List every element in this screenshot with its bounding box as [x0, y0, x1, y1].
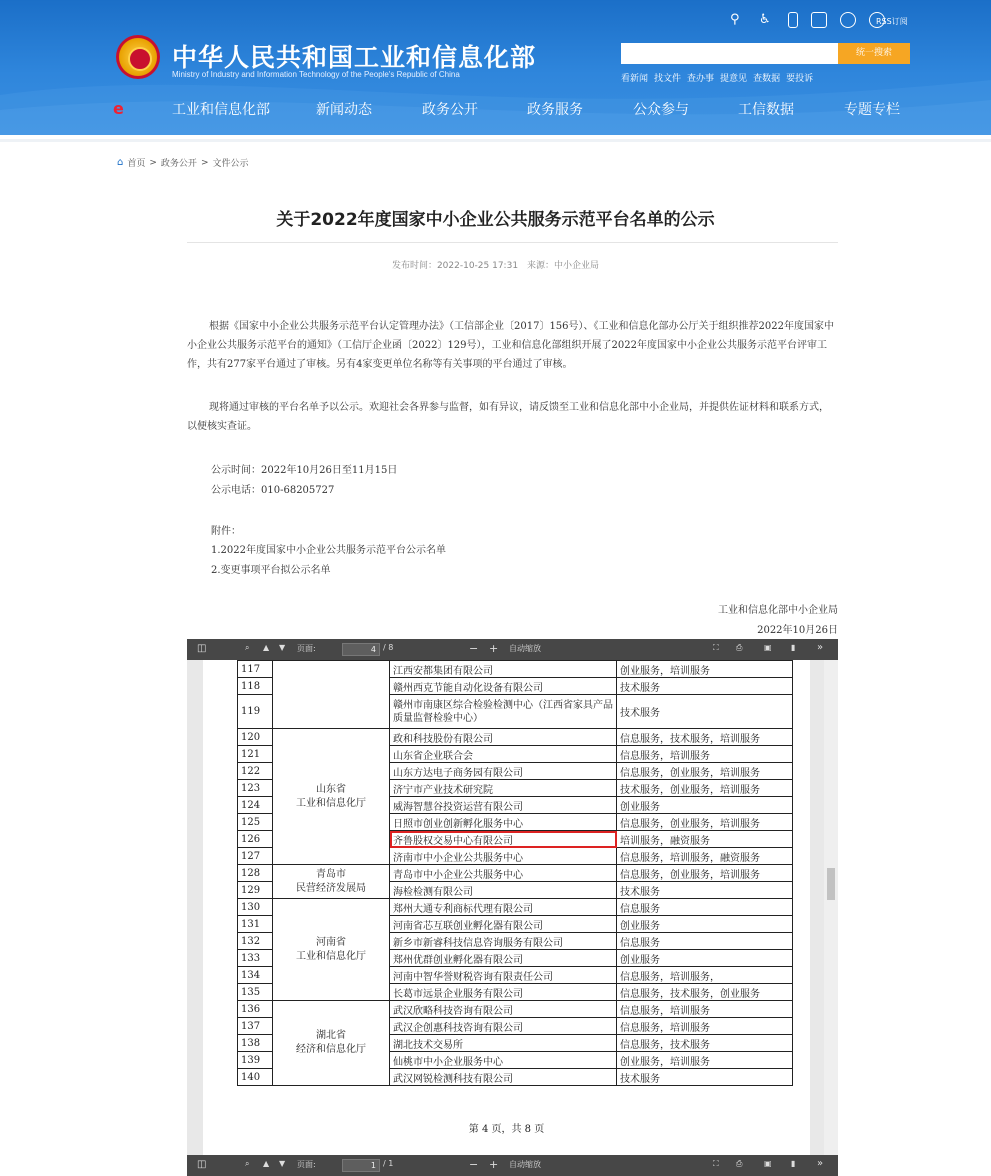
zoom-select[interactable]: 自动缩放 — [509, 644, 541, 653]
breadcrumb — [117, 156, 249, 169]
bookmark-icon[interactable]: ▮ — [791, 643, 796, 652]
page-number-input[interactable]: 1 — [342, 1159, 380, 1172]
row-number: 119 — [238, 695, 273, 729]
row-number: 127 — [238, 848, 273, 865]
header-divider — [0, 139, 991, 142]
breadcrumb-file-notice[interactable]: 文件公示 — [212, 159, 249, 169]
quick-link-feedback[interactable]: 提意见 — [720, 74, 748, 84]
print-icon[interactable]: ⎙ — [736, 643, 743, 652]
platform-name: 赣州市南康区综合检验检测中心（江西省家具产品质量监督检验中心） — [390, 695, 617, 729]
platform-name: 武汉欣略科技咨询有限公司 — [390, 1001, 617, 1018]
find-icon[interactable]: ⌕ — [245, 643, 250, 652]
mail-icon[interactable] — [811, 12, 827, 28]
service-types: 技术服务 — [617, 678, 793, 695]
row-number: 125 — [238, 814, 273, 831]
zoom-out-icon[interactable]: − — [469, 642, 479, 655]
article-title: 关于2022年度国家中小企业公共服务示范平台名单的公示 — [276, 210, 715, 230]
nav-item-gov-open[interactable]: 政务公开 — [422, 102, 478, 118]
row-number: 136 — [238, 1001, 273, 1018]
quick-link-data[interactable]: 查数据 — [753, 74, 781, 84]
zoom-select[interactable]: 自动缩放 — [509, 1160, 541, 1169]
zoom-in-icon[interactable]: + — [489, 1158, 499, 1171]
row-number: 121 — [238, 746, 273, 763]
zoom-in-icon[interactable]: + — [489, 642, 499, 655]
service-types: 创业服务 — [617, 916, 793, 933]
more-tools-icon[interactable]: » — [817, 642, 824, 653]
platform-name: 郑州优群创业孵化器有限公司 — [390, 950, 617, 967]
zoom-out-icon[interactable]: − — [469, 1158, 479, 1171]
table-row — [238, 661, 793, 678]
service-types: 信息服务，培训服务 — [617, 1001, 793, 1018]
next-page-icon[interactable]: ▼ — [279, 1159, 286, 1168]
platform-name: 济宁市产业技术研究院 — [390, 780, 617, 797]
notice-period: 公示时间：2022年10月26日至11月15日 — [211, 465, 398, 476]
platform-name: 赣州西克节能自动化设备有限公司 — [390, 678, 617, 695]
service-types: 信息服务 — [617, 899, 793, 916]
accessibility-icon[interactable]: ♿ — [759, 12, 771, 27]
recommending-agency: 河南省 工业和信息化厅 — [273, 899, 390, 1001]
prev-page-icon[interactable]: ▲ — [263, 1159, 270, 1168]
signature-date: 2022年10月26日 — [757, 625, 838, 636]
page-label: 页面: — [297, 644, 316, 653]
nav-item-topics[interactable]: 专题专栏 — [844, 102, 900, 118]
service-types: 信息服务，技术服务，创业服务 — [617, 984, 793, 1001]
quick-links — [621, 71, 813, 84]
platform-name: 政和科技股份有限公司 — [390, 729, 617, 746]
notice-phone: 公示电话：010-68205727 — [211, 485, 335, 496]
service-types: 信息服务，创业服务，培训服务 — [617, 814, 793, 831]
platform-name: 武汉网锐检测科技有限公司 — [390, 1069, 617, 1086]
page-number-input[interactable]: 4 — [342, 643, 380, 656]
paragraph-1: 根据《国家中小企业公共服务示范平台认定管理办法》（工信部企业〔2017〕156号）、《工业和信息化部办公厅关于组织推荐2022年度国家中小企业公共服务示范平台的通知》（工信厅企业函〔2022〕129号），工业和信息化部组织开展了2022年度国家中小企业公共服务示范平台评审工作，共有277家平台通过了审核。另有4家变更单位名称等有关事项的平台通过了审核。 — [187, 321, 834, 370]
platform-list-table — [237, 660, 793, 1086]
service-types: 技术服务 — [617, 1069, 793, 1086]
bookmark-icon[interactable]: ▮ — [791, 1159, 796, 1168]
row-number: 132 — [238, 933, 273, 950]
title-divider — [187, 242, 838, 243]
download-icon[interactable]: ▣ — [764, 1159, 772, 1168]
top-icon-bar — [730, 12, 885, 28]
platform-name: 青岛市中小企业公共服务中心 — [390, 865, 617, 882]
table-row — [238, 865, 793, 882]
service-types: 信息服务，创业服务，培训服务 — [617, 865, 793, 882]
page-total: / 8 — [383, 643, 394, 652]
service-types: 信息服务，培训服务，融资服务 — [617, 848, 793, 865]
prev-page-icon[interactable]: ▲ — [263, 643, 270, 652]
platform-name: 齐鲁股权交易中心有限公司 — [390, 831, 617, 848]
site-title[interactable]: 中华人民共和国工业和信息化部 — [172, 43, 537, 72]
service-types: 信息服务，培训服务 — [617, 1018, 793, 1035]
table-row — [238, 899, 793, 916]
platform-name: 济南市中小企业公共服务中心 — [390, 848, 617, 865]
quick-link-services[interactable]: 查办事 — [687, 74, 715, 84]
row-number: 137 — [238, 1018, 273, 1035]
table-row — [238, 729, 793, 746]
attachments-label: 附件： — [211, 526, 241, 537]
quick-link-files[interactable]: 找文件 — [654, 74, 682, 84]
page-total: / 1 — [383, 1159, 394, 1168]
nav-item-data[interactable]: 工信数据 — [738, 102, 794, 118]
paragraph-2: 现将通过审核的平台名单予以公示。欢迎社会各界参与监督，如有异议，请反馈至工业和信息化部中小企业局，并提供佐证材料和联系方式，以便核实查证。 — [187, 402, 829, 432]
fullscreen-icon[interactable]: ⛶ — [713, 643, 719, 652]
platform-name: 新乡市新睿科技信息咨询服务有限公司 — [390, 933, 617, 950]
elder-mode-icon[interactable]: ⚲ — [730, 12, 740, 27]
service-types: 创业服务，培训服务 — [617, 1052, 793, 1069]
search-input[interactable] — [621, 43, 838, 64]
quick-link-complaint[interactable]: 要投诉 — [786, 74, 814, 84]
attachment-link-2[interactable]: 2.变更事项平台拟公示名单 — [211, 565, 331, 576]
row-number: 126 — [238, 831, 273, 848]
row-number: 123 — [238, 780, 273, 797]
pdf-viewer[interactable] — [187, 639, 838, 1176]
breadcrumb-gov-open[interactable]: 政务公开 — [160, 159, 197, 169]
service-types: 创业服务 — [617, 950, 793, 967]
next-page-icon[interactable]: ▼ — [279, 643, 286, 652]
signature-org: 工业和信息化部中小企业局 — [718, 605, 838, 616]
recommending-agency: 湖北省 经济和信息化厅 — [273, 1001, 390, 1086]
platform-name: 武汉企创惠科技咨询有限公司 — [390, 1018, 617, 1035]
row-number: 131 — [238, 916, 273, 933]
table-row — [238, 1001, 793, 1018]
scrollbar-thumb[interactable] — [827, 868, 835, 900]
service-types: 信息服务，技术服务，培训服务 — [617, 729, 793, 746]
platform-name: 威海智慧谷投资运营有限公司 — [390, 797, 617, 814]
platform-name: 湖北技术交易所 — [390, 1035, 617, 1052]
find-icon[interactable]: ⌕ — [245, 1159, 250, 1168]
service-types: 信息服务，创业服务，培训服务 — [617, 763, 793, 780]
service-types: 技术服务 — [617, 882, 793, 899]
row-number: 128 — [238, 865, 273, 882]
row-number: 140 — [238, 1069, 273, 1086]
mobile-icon[interactable] — [788, 12, 798, 28]
row-number: 124 — [238, 797, 273, 814]
platform-name: 长葛市远景企业服务有限公司 — [390, 984, 617, 1001]
service-types: 信息服务，培训服务， — [617, 967, 793, 984]
pdf-page — [203, 660, 810, 1155]
row-number: 122 — [238, 763, 273, 780]
platform-name: 河南中智华誉财税咨询有限责任公司 — [390, 967, 617, 984]
row-number: 130 — [238, 899, 273, 916]
platform-name: 山东方达电子商务园有限公司 — [390, 763, 617, 780]
fullscreen-icon[interactable]: ⛶ — [713, 1159, 719, 1168]
page-footer: 第 4 页，共 8 页 — [468, 1124, 545, 1135]
search-button[interactable]: 统一搜索 — [838, 43, 910, 64]
page-label: 页面: — [297, 1160, 316, 1169]
recommending-agency — [273, 661, 390, 729]
platform-name: 郑州大通专利商标代理有限公司 — [390, 899, 617, 916]
nav-home-icon[interactable]: e — [113, 99, 124, 118]
nav-item-ministry[interactable]: 工业和信息化部 — [172, 102, 270, 118]
nav-item-gov-service[interactable]: 政务服务 — [527, 102, 583, 118]
pdf-toolbar — [187, 639, 838, 660]
service-types: 技术服务，创业服务，培训服务 — [617, 780, 793, 797]
nav-item-news[interactable]: 新闻动态 — [316, 102, 372, 118]
service-types: 信息服务，技术服务 — [617, 1035, 793, 1052]
service-types: 信息服务 — [617, 933, 793, 950]
platform-name: 山东省企业联合会 — [390, 746, 617, 763]
row-number: 133 — [238, 950, 273, 967]
recommending-agency: 青岛市 民营经济发展局 — [273, 865, 390, 899]
row-number: 129 — [238, 882, 273, 899]
nav-item-participation[interactable]: 公众参与 — [633, 102, 689, 118]
breadcrumb-separator: > — [200, 157, 209, 168]
service-types: 技术服务 — [617, 695, 793, 729]
print-icon[interactable]: ⎙ — [736, 1159, 743, 1168]
quick-link-news[interactable]: 看新闻 — [621, 74, 649, 84]
home-icon: ⌂ — [117, 157, 124, 168]
more-tools-icon[interactable]: » — [817, 1158, 824, 1169]
platform-name: 河南省芯互联创业孵化器有限公司 — [390, 916, 617, 933]
row-number: 134 — [238, 967, 273, 984]
platform-name: 仙桃市中小企业服务中心 — [390, 1052, 617, 1069]
site-header — [0, 0, 991, 135]
row-number: 138 — [238, 1035, 273, 1052]
breadcrumb-separator: > — [149, 157, 157, 168]
platform-name: 江西安都集团有限公司 — [390, 661, 617, 678]
row-number: 135 — [238, 984, 273, 1001]
row-number: 139 — [238, 1052, 273, 1069]
row-number: 118 — [238, 678, 273, 695]
row-number: 120 — [238, 729, 273, 746]
wechat-icon[interactable] — [840, 12, 856, 28]
pdf-toolbar-secondary — [187, 1155, 838, 1176]
recommending-agency: 山东省 工业和信息化厅 — [273, 729, 390, 865]
breadcrumb-home[interactable]: 首页 — [127, 159, 146, 169]
sidebar-toggle-icon[interactable]: ◫ — [197, 643, 207, 654]
site-subtitle: Ministry of Industry and Information Technology of the People's Republic of China — [172, 70, 460, 79]
rss-link[interactable]: RSS订阅 — [876, 17, 908, 26]
download-icon[interactable]: ▣ — [764, 643, 772, 652]
service-types: 培训服务，融资服务 — [617, 831, 793, 848]
national-emblem-logo[interactable] — [116, 35, 160, 79]
sidebar-toggle-icon[interactable]: ◫ — [197, 1159, 207, 1170]
service-types: 创业服务 — [617, 797, 793, 814]
service-types: 信息服务，培训服务 — [617, 746, 793, 763]
platform-name: 日照市创业创新孵化服务中心 — [390, 814, 617, 831]
service-types: 创业服务，培训服务 — [617, 661, 793, 678]
attachment-link-1[interactable]: 1.2022年度国家中小企业公共服务示范平台公示名单 — [211, 545, 446, 556]
article-meta: 发布时间：2022-10-25 17:31 来源：中小企业局 — [391, 261, 600, 271]
pdf-scrollbar[interactable] — [824, 660, 838, 1155]
platform-name: 海检检测有限公司 — [390, 882, 617, 899]
row-number: 117 — [238, 661, 273, 678]
